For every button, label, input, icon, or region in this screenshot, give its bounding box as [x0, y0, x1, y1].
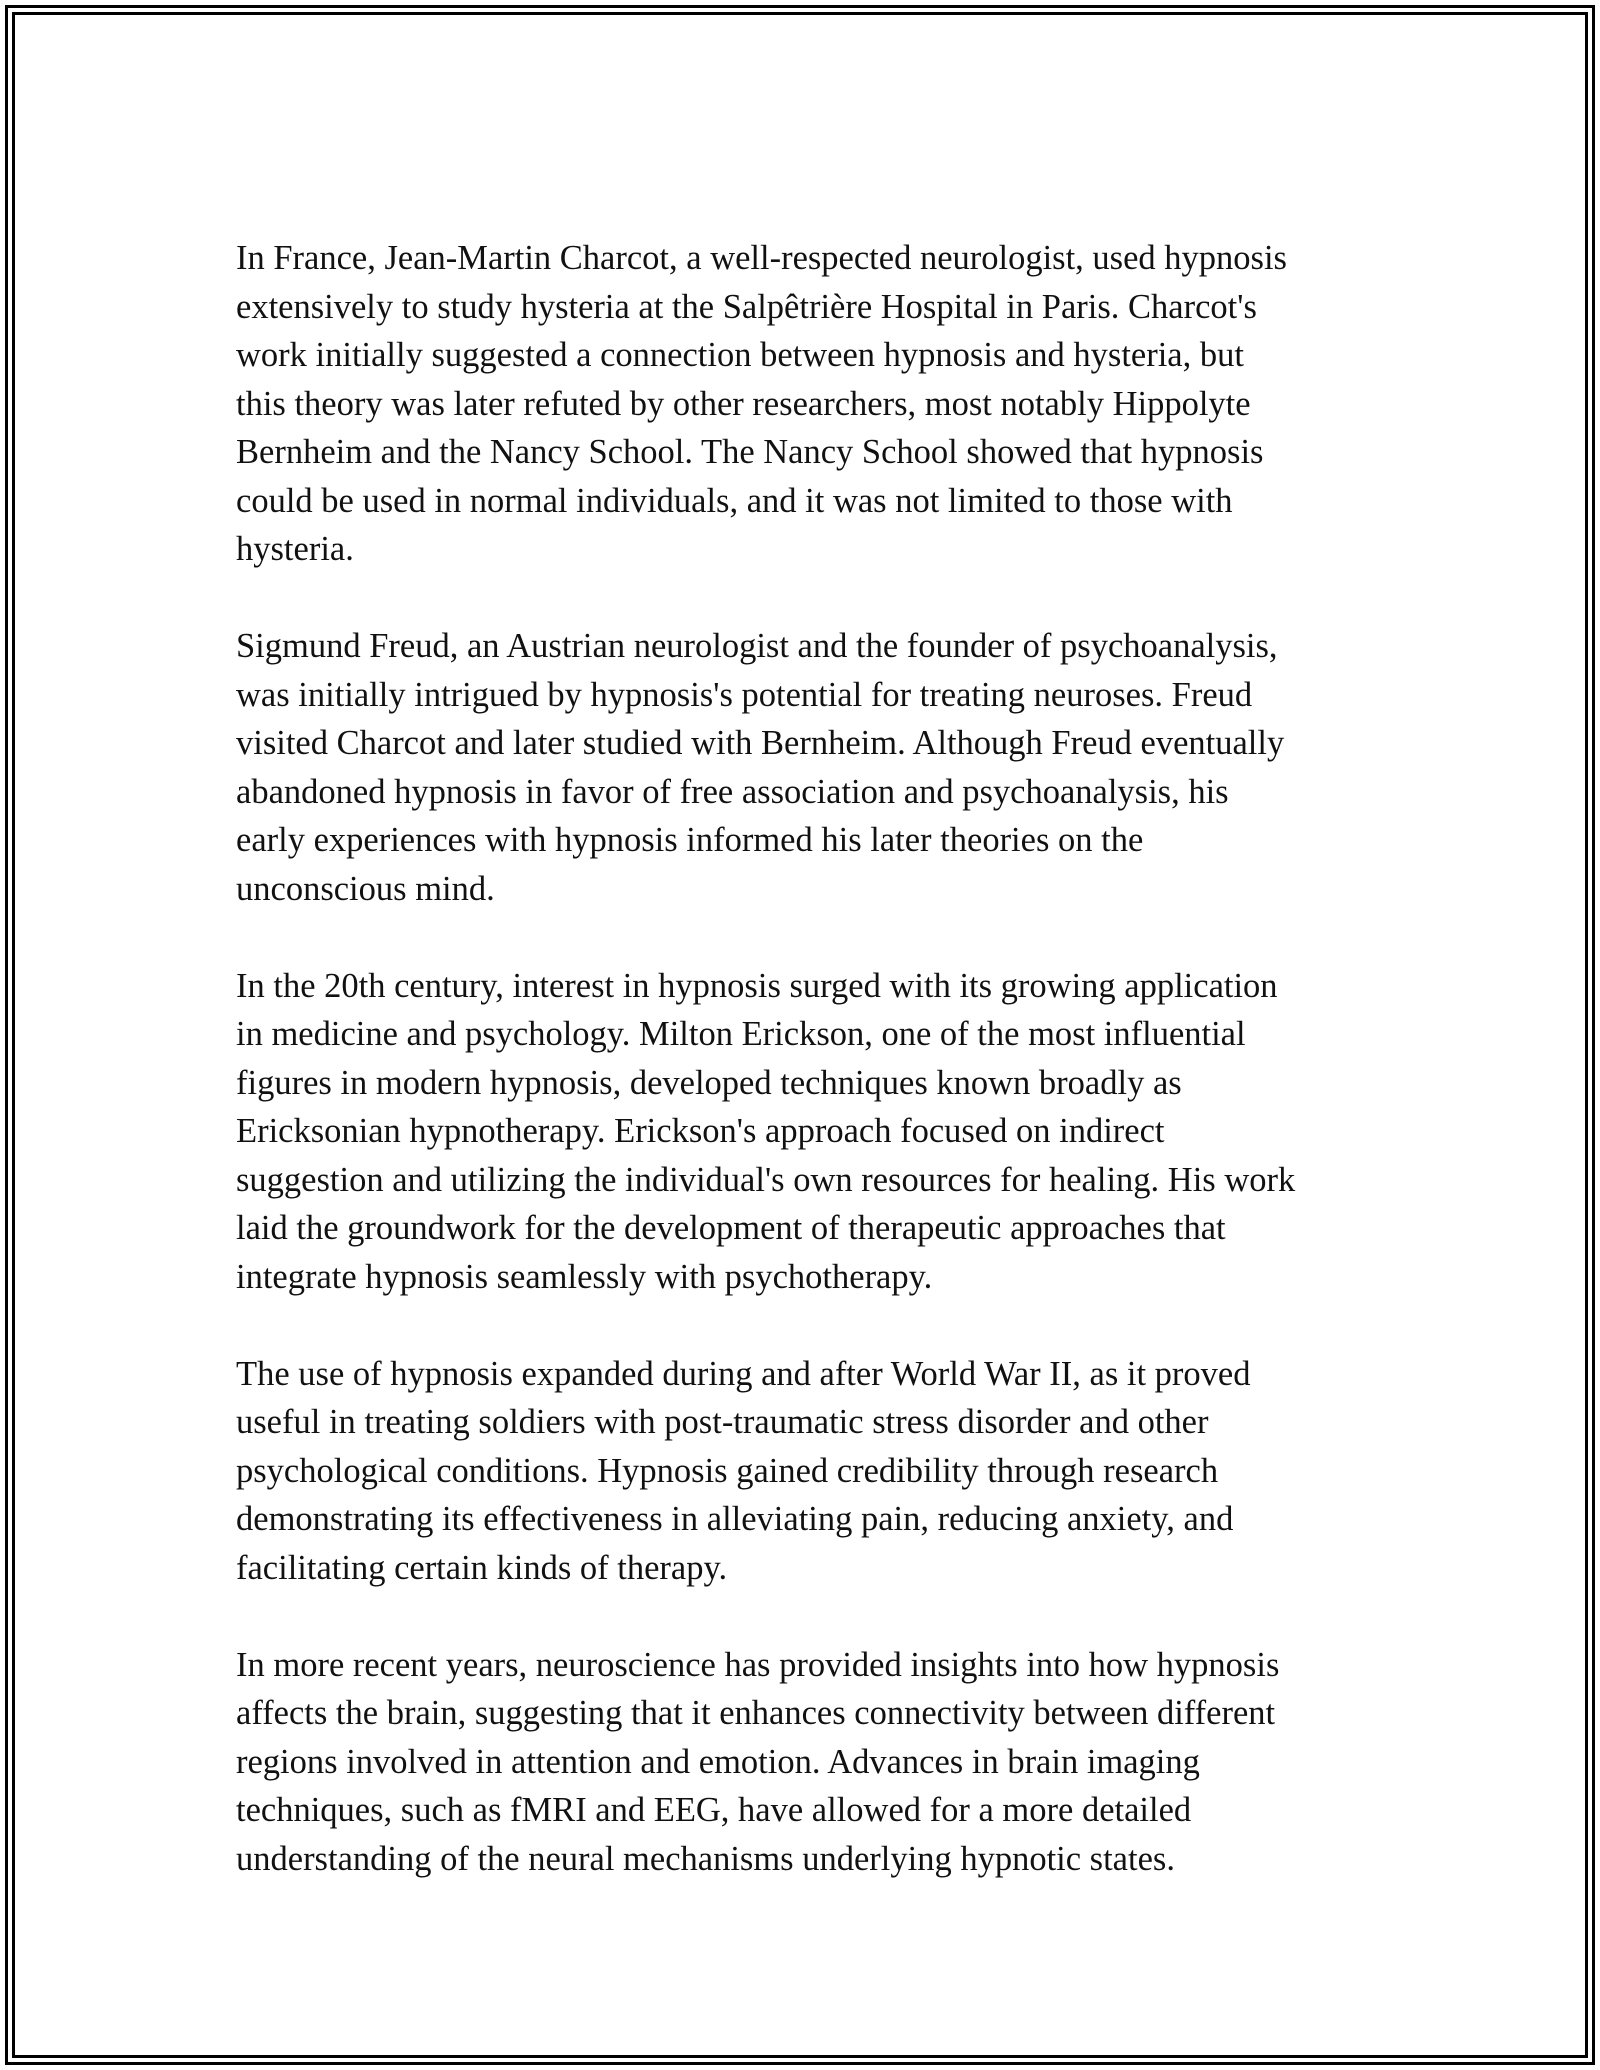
text-line: integrate hypnosis seamlessly with psychotherapy.	[236, 1257, 933, 1296]
text-line: psychological conditions. Hypnosis gained credibility through research	[236, 1451, 1219, 1490]
text-line: could be used in normal individuals, and it was not limited to those with	[236, 481, 1233, 520]
text-line: The use of hypnosis expanded during and after World War II, as it proved	[236, 1354, 1251, 1393]
text-line: Sigmund Freud, an Austrian neurologist and the founder of psychoanalysis,	[236, 627, 1278, 665]
text-line: understanding of the neural mechanisms underlying hypnotic states.	[236, 1839, 1175, 1878]
text-line: techniques, such as fMRI and EEG, have allowed for a more detailed	[236, 1791, 1192, 1829]
text-line: this theory was later refuted by other researchers, most notably Hippolyte	[236, 384, 1251, 423]
text-line: early experiences with hypnosis informed his later theories on the	[236, 821, 1144, 859]
text-line: hysteria.	[236, 530, 354, 568]
paragraph-world-war	[236, 1350, 1366, 1593]
text-line: work initially suggested a connection between hypnosis and hysteria, but	[236, 336, 1244, 374]
paragraph-20th-century	[236, 962, 1366, 1302]
text-line: laid the groundwork for the development of therapeutic approaches that	[236, 1209, 1226, 1247]
text-line: in medicine and psychology. Milton Erickson, one of the most influential	[236, 1015, 1246, 1053]
text-line: useful in treating soldiers with post-traumatic stress disorder and other	[236, 1403, 1209, 1441]
text-line: affects the brain, suggesting that it enhances connectivity between different	[236, 1694, 1276, 1732]
paragraph-neuroscience	[236, 1641, 1366, 1884]
text-line: visited Charcot and later studied with Bernheim. Although Freud eventually	[236, 724, 1285, 762]
text-line: figures in modern hypnosis, developed techniques known broadly as	[236, 1063, 1182, 1102]
text-line: was initially intrigued by hypnosis's potential for treating neuroses. Freud	[236, 675, 1253, 714]
text-line: suggestion and utilizing the individual's own resources for healing. His work	[236, 1160, 1296, 1199]
document-body	[236, 234, 1366, 1932]
text-line: In the 20th century, interest in hypnosis surged with its growing application	[236, 966, 1278, 1005]
text-line: Ericksonian hypnotherapy. Erickson's approach focused on indirect	[236, 1112, 1165, 1150]
text-line: unconscious mind.	[236, 869, 495, 908]
text-line: extensively to study hysteria at the Salpêtrière Hospital in Paris. Charcot's	[236, 287, 1257, 326]
text-line: abandoned hypnosis in favor of free association and psychoanalysis, his	[236, 772, 1229, 811]
paragraph-freud	[236, 622, 1366, 913]
text-line: Bernheim and the Nancy School. The Nancy School showed that hypnosis	[236, 433, 1264, 471]
text-line: In France, Jean-Martin Charcot, a well-respected neurologist, used hypnosis	[236, 239, 1287, 277]
paragraph-charcot	[236, 234, 1366, 574]
text-line: In more recent years, neuroscience has provided insights into how hypnosis	[236, 1645, 1280, 1684]
text-line: regions involved in attention and emotion. Advances in brain imaging	[236, 1742, 1200, 1781]
text-line: facilitating certain kinds of therapy.	[236, 1548, 728, 1587]
text-line: demonstrating its effectiveness in alleviating pain, reducing anxiety, and	[236, 1500, 1234, 1538]
